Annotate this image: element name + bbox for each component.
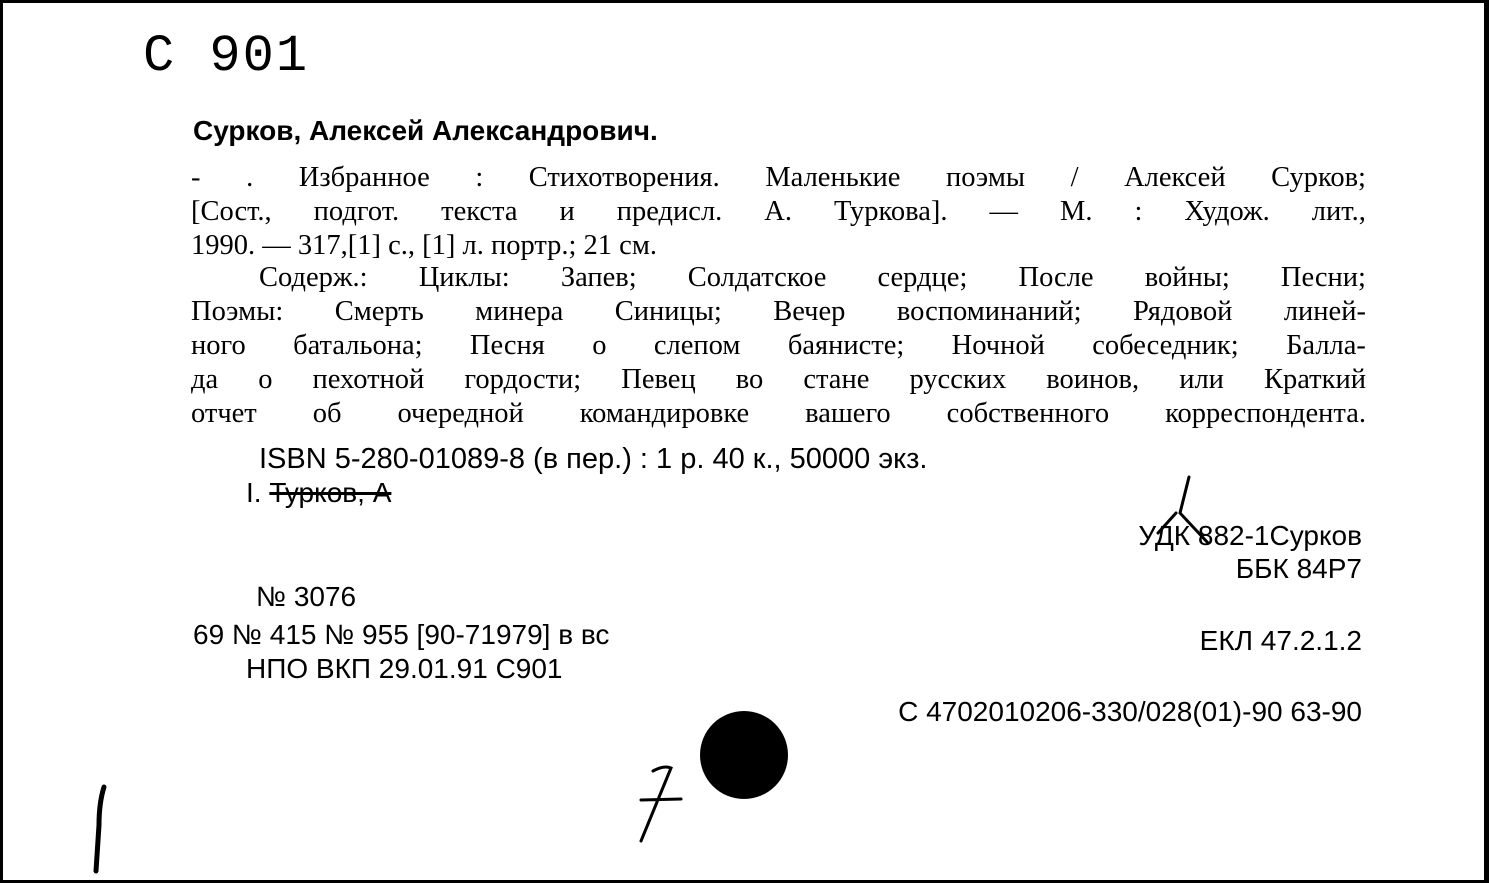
- catalog-code: С 4702010206-330/028(01)-90 63-90: [898, 696, 1362, 727]
- word: Песня: [469, 330, 545, 361]
- word: Запев;: [560, 262, 637, 293]
- word: Синицы;: [614, 296, 722, 327]
- word: Маленькие: [765, 162, 901, 193]
- handwritten-one-mark: [96, 787, 104, 871]
- word: .: [246, 162, 254, 193]
- author-heading: Сурков, Алексей Александрович.: [193, 115, 658, 146]
- word: во: [735, 364, 764, 395]
- word: Ночной: [951, 330, 1045, 361]
- word: текста: [441, 196, 518, 227]
- added-entry-prefix: I.: [246, 477, 262, 508]
- word: После: [1018, 262, 1094, 293]
- word: пехотной: [312, 364, 425, 395]
- word: да: [191, 364, 219, 395]
- word: сердце;: [877, 262, 968, 293]
- word: корреспондента.: [1165, 398, 1366, 429]
- word: Стихотворения.: [528, 162, 720, 193]
- word: Сурков;: [1271, 162, 1366, 193]
- word: /: [1070, 162, 1079, 193]
- udk-code: УДК 882-1Сурков: [1138, 520, 1362, 551]
- shelf-mark: C 901: [143, 27, 310, 86]
- word: о: [592, 330, 607, 361]
- word: Смерть: [334, 296, 424, 327]
- handwriting-marks: [3, 3, 1484, 880]
- handwritten-seven-mark: [641, 767, 681, 841]
- order-number: № 3076: [256, 581, 357, 612]
- word: лит.,: [1311, 196, 1366, 227]
- word: и: [559, 196, 575, 227]
- word: минера: [475, 296, 564, 327]
- word: батальона;: [293, 330, 423, 361]
- added-entry-struck: Турков, А: [269, 477, 392, 508]
- word: Вечер: [773, 296, 846, 327]
- word: Балла-: [1286, 330, 1366, 361]
- word: [Сост.,: [191, 196, 272, 227]
- word: :: [1134, 196, 1143, 227]
- word: вашего: [805, 398, 891, 429]
- word: А.: [764, 196, 793, 227]
- handwritten-udk-mark: [1158, 477, 1208, 543]
- word: очередной: [397, 398, 524, 429]
- word: -: [191, 162, 201, 193]
- word: линей-: [1283, 296, 1366, 327]
- word: гордости;: [464, 364, 582, 395]
- word: командировке: [579, 398, 750, 429]
- word: слепом: [653, 330, 741, 361]
- word: Поэмы:: [191, 296, 284, 327]
- word: ного: [191, 330, 246, 361]
- word: Песни;: [1280, 262, 1366, 293]
- publisher-line: НПО ВКП 29.01.91 С901: [246, 653, 563, 684]
- word: об: [312, 398, 342, 429]
- word: предисл.: [616, 196, 723, 227]
- word: собеседник;: [1092, 330, 1239, 361]
- word: Туркова].: [834, 196, 948, 227]
- word: Рядовой: [1133, 296, 1233, 327]
- word: стане: [803, 364, 870, 395]
- description-line: 1990. — 317,[1] с., [1] л. портр.; 21 см.: [191, 230, 657, 261]
- word: о: [258, 364, 273, 395]
- word: Избранное: [298, 162, 430, 193]
- word: Певец: [621, 364, 696, 395]
- word: воспоминаний;: [896, 296, 1082, 327]
- word: собственного: [946, 398, 1110, 429]
- word: отчет: [191, 398, 257, 429]
- word: —: [989, 196, 1019, 227]
- word: Солдатское: [687, 262, 827, 293]
- word: М.: [1060, 196, 1093, 227]
- catalog-card: [3, 3, 1486, 882]
- word: или: [1179, 364, 1224, 395]
- word: :: [475, 162, 484, 193]
- word: Содерж.:: [259, 262, 368, 293]
- word: баянисте;: [787, 330, 905, 361]
- word: Худож.: [1184, 196, 1270, 227]
- word: русских: [909, 364, 1007, 395]
- bbk-code: ББК 84Р7: [1235, 553, 1362, 584]
- word: подгот.: [313, 196, 400, 227]
- print-line: 69 № 415 № 955 [90-71979] в вс: [193, 619, 610, 650]
- word: воинов,: [1046, 364, 1140, 395]
- word: поэмы: [946, 162, 1026, 193]
- word: Краткий: [1264, 364, 1366, 395]
- isbn-line: ISBN 5-280-01089-8 (в пер.) : 1 р. 40 к., 50000 экз.: [259, 443, 928, 475]
- word: Алексей: [1124, 162, 1226, 193]
- word: войны;: [1144, 262, 1230, 293]
- word: Циклы:: [418, 262, 510, 293]
- ekl-code: ЕКЛ 47.2.1.2: [1199, 625, 1362, 656]
